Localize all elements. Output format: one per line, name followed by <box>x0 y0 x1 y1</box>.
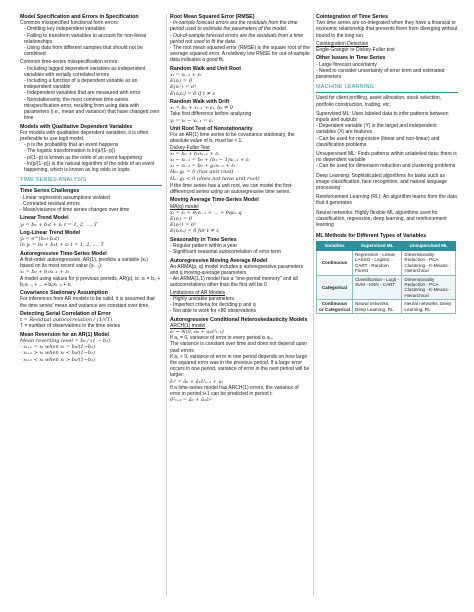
list-item: - Using data from different samples that should not be combined <box>24 45 143 58</box>
heading-arma: Autoregressive Moving Average Model <box>170 257 268 264</box>
list-item: - Omitting key independent variables <box>24 26 106 33</box>
heading-model-specification: Model Specification and Errors in Specification <box>20 14 139 20</box>
table-title: ML Methods for Different Types of Variables <box>316 233 427 240</box>
formula: xₜ = b₀ + xₜ₋₁ + εₜ, b₀ ≠ 0 <box>170 105 233 112</box>
text: Common time-series misspecification errors: <box>20 59 119 66</box>
formula: yₜ = b₀ + b₁t + εₜ t = 1, 2, ..., T <box>20 221 98 228</box>
heading-rmse: Root Mean Squared Error (RMSE) <box>170 14 255 20</box>
text: For models with qualitative dependent variables, it is often preferable to use logit model. <box>20 129 149 143</box>
heading-mean-reversion: Mean Reversion for an AR(1) Model <box>20 331 109 338</box>
list-item: - Including a function of a dependent variable as an independent variable <box>24 78 138 91</box>
formula: σ̂²ₜ₊₁ = â₀ + â₁ε̂ₜ² <box>170 397 212 404</box>
ml-methods-table <box>316 241 456 313</box>
heading-covariance-stationary: Covariance Stationary Assumption <box>20 290 108 297</box>
section-rule <box>316 92 458 93</box>
formula: Hₐ: g₁ < 0 (does not have unit root) <box>170 175 260 182</box>
text: Two time series are co-integrated when they have a financial or economic relationship that prevents them from diverging without bound in the long run. <box>316 20 458 39</box>
subheading: MA(q) model <box>170 203 199 210</box>
list-item: - Including lagged dependent variables as independent variables with serially correlated errors <box>24 65 146 78</box>
formula: xₜ = xₜ₋₁ + εₜ <box>170 72 202 79</box>
heading-linear-trend: Linear Trend Model <box>20 215 69 222</box>
list-item: - xₜ₊₁ = xₜ when xₜ = b₀/(1−b₁) <box>20 344 96 351</box>
list-item: - An ARMA(1,1) model has a "one-period memory" and all autocorrelations other than the first will be 0 <box>170 276 298 289</box>
heading-random-walk: Random Walk and Unit Root <box>170 65 242 72</box>
table-cell: Dimensionality Reduction - PCA Clustering - K-Means - Hierarchical <box>402 250 456 275</box>
formula: E(εₜεₛ) = 0 if t ≠ s <box>170 90 215 97</box>
heading-seasonality: Seasonality in Time Series <box>170 236 237 243</box>
list-item: - Mean/variance of time series changes over time <box>20 207 130 214</box>
list-item: - ln(p/(1−p)) is the natural logarithm of the odds of an event happening, which is known as log odds or logits <box>24 160 155 174</box>
list-item: - Independent variables that are measured with error <box>24 90 141 97</box>
heading-ts-challenges: Time Series Challenges <box>20 188 80 195</box>
text: If a time-series model has ARCH(1) errors, the variance of error in period t+1 can be predicted in period t: <box>170 384 299 398</box>
text: For inferences from AR models to be valid, it is assumed that the time series' mean and variance are constant over time. <box>20 296 155 309</box>
column-header: Variables <box>317 242 353 250</box>
text: A model using values for p previous periods, AR(p), is: xₜ = b₀ + b₁xₜ₋₁ + ... + bₚxₜ₋ₚ + εₜ <box>20 275 161 288</box>
text: Unsupervised ML: Finds patterns within unlabeled data; there is no dependent variable <box>316 151 457 164</box>
column-2 <box>170 14 310 404</box>
column-header: Unsupervised ML <box>402 242 456 250</box>
column-divider <box>166 14 167 596</box>
formula: yₜ = e^(b₀+b₁t) <box>20 236 60 243</box>
list-item: - p/(1−p) is known as the odds of an event happening <box>24 154 142 161</box>
list-item: - Can be used for regression (linear and non-linear) and classification problems <box>316 135 440 148</box>
formula: xₜ = b₀ + b₁xₜ₋₁ + εₜ <box>20 269 70 276</box>
formula: t = Residual autocorrelation / (1/√T) <box>20 317 113 324</box>
formula: yₜ = xₜ − xₜ₋₁ = εₜ <box>170 117 213 124</box>
table-cell: Regression - Linear, LASSO - Logistic - CART - Random Forest <box>352 250 401 275</box>
list-item: - Correlated residual errors <box>20 200 80 207</box>
formula: E(εₜ²) = σ² <box>170 84 197 91</box>
list-item: - Need to consider uncertainty of error term and estimated parameters <box>316 67 445 81</box>
section-rule <box>20 185 162 186</box>
heading-log-linear-trend: Log-Linear Trend Model <box>20 230 81 237</box>
list-item: - p is the probability that an event happens <box>24 142 119 149</box>
list-item: - In-sample forecast errors are the residuals from the time period used to estimate the parameters of the model. <box>170 20 298 33</box>
column-1 <box>20 14 162 363</box>
text: Engle-Granger or Dickey-Fuller test <box>316 47 395 54</box>
heading-moving-average: Moving Average Time-Series Model <box>170 197 259 204</box>
list-item: - Significant seasonal autocorrelation of error term <box>170 249 281 256</box>
text: Deep Learning: Sophisticated algorithms for tasks such as image classification, face recognition, and natural language processing <box>316 172 448 192</box>
section-title-machine-learning: MACHINE LEARNING <box>316 84 375 91</box>
heading-unit-root-test: Unit Root Test of Nonstationarity <box>170 126 253 133</box>
text: If a₁ = 0, variance of error in every period is a₀. <box>170 335 274 342</box>
formula: E(εₜ²) = σ² <box>170 222 197 229</box>
heading-serial-correlation: Detecting Serial Correlation of Error <box>20 311 111 318</box>
formula: xₜ = εₜ + θ₁εₜ₋₁ + ... + θqεₜ₋q <box>170 209 242 216</box>
table-cell: Dimensionality Reduction - PCA Clustering - K-Means - Hierarchical <box>402 275 456 300</box>
table-cell: Neural networks, Deep Learning, RL <box>352 300 401 314</box>
text: T = number of observations in the time series <box>20 323 121 330</box>
section-title-time-series: TIME SERIES ANALYSIS <box>20 177 87 184</box>
subheading: Limitations of AR Models <box>170 289 226 296</box>
formula: E(εₜ) = 0 <box>170 216 193 223</box>
formula: xₜ − xₜ₋₁ = b₀ + (b₁ − 1)xₜ₋₁ + εₜ <box>170 157 250 164</box>
formula: εₜ ~ N(0, a₀ + a₁ε²ₜ₋₁) <box>170 329 224 336</box>
text: If the time series has a unit root, we can model the first-differenced series using an autoregressive time series. <box>170 182 293 196</box>
formula: ln yₜ = b₀ + b₁t + εₜ t = 1, 2, ..., T <box>20 242 104 249</box>
column-divider <box>313 14 314 596</box>
text: Used for client profiling, asset allocation, stock selection, portfolio construction, trading, etc. <box>316 95 442 108</box>
table-cell: Classification - Logit - SVM - KNN - CART <box>352 275 401 300</box>
text: Take first difference before analyzing <box>170 111 252 118</box>
formula: E(εₜ) = 0 <box>170 78 193 85</box>
text: Supervised ML: Uses labeled data to infer patterns between inputs and outputs <box>316 110 449 124</box>
heading-cointegration: Cointegration of Time Series <box>316 14 389 20</box>
text: Neural networks: Highly flexible ML algorithms used for classification, regression, deep learning, and reinforcement learning <box>316 209 447 229</box>
list-item: - Out-of-sample forecast errors are the residuals from a time period not used to fit the data. <box>170 32 304 45</box>
table-row <box>317 250 456 275</box>
column-3 <box>316 14 458 314</box>
row-header: Continuous <box>317 250 353 275</box>
subheading: Cointegration Detection <box>316 40 369 47</box>
list-item: - xₜ₊₁ > xₜ when xₜ < b₀/(1−b₁) <box>20 350 96 357</box>
text: Reinforcement Learning (RL): An algorithm learns from the data that it generates <box>316 194 457 207</box>
heading-random-walk-drift: Random Walk with Drift <box>170 99 230 106</box>
text: An ARMA(p, q) model includes p autoregressive parameters and q moving-average parameters <box>170 263 304 277</box>
heading-other-issues: Other Issues in Time Series <box>316 55 386 62</box>
formula: xₜ − xₜ₋₁ = b₀ + g₁xₜ₋₁ + εₜ <box>170 163 236 170</box>
row-header: Categorical <box>317 275 353 300</box>
heading-autoregressive: Autoregressive Time-Series Model <box>20 250 107 257</box>
text: Common misspecified functional form errors: <box>20 20 120 27</box>
text: If a₁ > 0, variance of error in one period depends on how large the squared error was in the previous period. If a large error occurs in one period, variance of error in the next period will be larger: <box>170 353 310 379</box>
table-cell: Neural networks, Deep Learning, RL <box>402 300 456 314</box>
formula: ε̂ₜ² = â₀ + â₁ε̂²ₜ₋₁ + uₜ <box>170 378 224 385</box>
subheading: ARCH(1) model <box>170 322 206 329</box>
list-item: - Regular pattern within a year <box>170 243 237 250</box>
list-item: - The root mean squared error (RMSE) is the square root of the average squared error. A relatively low RMSE for out-of-sample data indicates a good fit. <box>170 45 310 64</box>
row-header: Continuous or Categorical <box>317 300 353 314</box>
table-row <box>317 275 456 300</box>
subheading: Dickey-Fuller Test <box>170 144 210 151</box>
text: For an AR(1) time series to be covariance stationary, the absolute value of b₁ must be < 1. <box>170 132 295 145</box>
list-item: - Linear regression assumptions violated <box>20 194 110 201</box>
list-item: - Dependent variable (Y) is the target and independent variables (X) are features <box>316 123 437 136</box>
heading-qualitative-models: Models with Qualitative Dependent Variables <box>20 123 133 130</box>
list-item: - Not able to work for <80 observations <box>170 308 257 315</box>
list-item: - xₜ₊₁ < xₜ when xₜ > b₀/(1−b₁) <box>20 356 96 363</box>
list-item: - Highly unstable parameters <box>170 295 234 302</box>
list-item: - Large forecast uncertainty <box>316 61 377 68</box>
text: A first-order autoregression, AR(1), predicts a variable (xₜ) based on its most recent value (xₜ₋₁): <box>20 257 148 270</box>
heading-arch: Autoregressive Conditional Heteroskedasticity Models <box>170 316 308 323</box>
formula: xₜ = b₀ + b₁xₜ₋₁ + εₜ <box>170 150 220 157</box>
table-header-row <box>317 242 456 250</box>
list-item: - Imperfect criteria for deciding p and q <box>170 302 256 309</box>
list-item: - Nonstationarity, the most common time-series misspecification error, resulting from using data with parameters (i.e., mean and variance) that have changed over time <box>24 96 160 122</box>
list-item: - Can be used for dimension reduction and clustering problems <box>316 163 456 170</box>
formula: H₀: g₁ = 0 (has unit root) <box>170 169 234 176</box>
formula: Mean reverting level = b₀ / (1 − b₁) <box>20 338 111 345</box>
formula: E(εₜεₛ) = 0 for t ≠ s <box>170 228 219 235</box>
column-header: Supervised ML <box>352 242 401 250</box>
text: The variance is constant over time and does not depend upon past errors <box>170 341 308 354</box>
list-item: - Failing to transform variables to account for non-linear relationships <box>24 32 147 45</box>
table-row <box>317 300 456 314</box>
list-item: - The logistic transformation is ln(p/(1−p)) <box>24 148 116 155</box>
